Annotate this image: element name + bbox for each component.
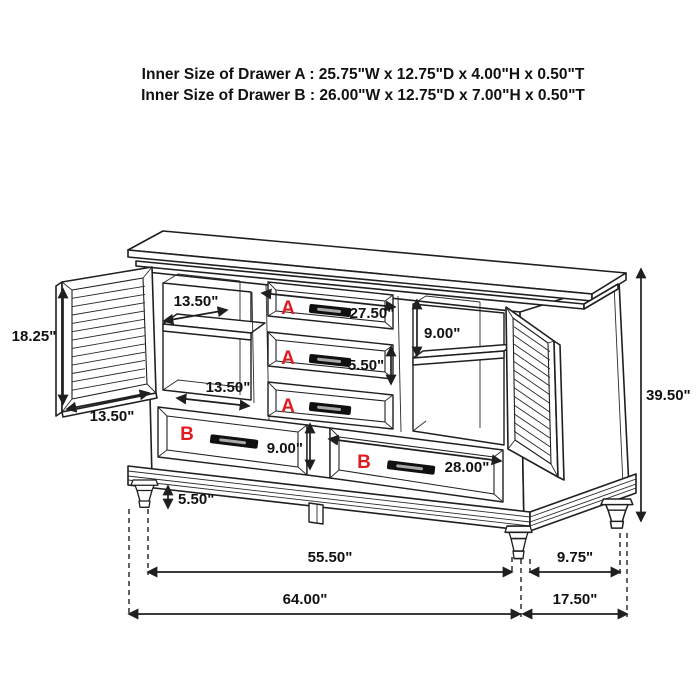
drawer-b-inner-size-text: Inner Size of Drawer B : 26.00"W x 12.75"D x 7.00"H x 0.50"T xyxy=(141,87,585,104)
left-opening-width-label: 13.50" xyxy=(205,379,251,396)
left-door-height-label: 18.25" xyxy=(11,328,57,345)
drawer-b-height-label: 9.00" xyxy=(266,440,303,457)
front-right-foot xyxy=(505,526,532,559)
side-depth-label: 9.75" xyxy=(556,549,594,566)
drawer-a2-letter: A xyxy=(281,348,295,369)
drawer-b2-letter: B xyxy=(357,452,371,473)
center-support-leg xyxy=(309,503,323,524)
drawer-a-inner-size-text: Inner Size of Drawer A : 25.75"W x 12.75"D x 4.00"H x 0.50"T xyxy=(141,66,585,83)
title-block xyxy=(141,66,585,104)
front-left-foot xyxy=(131,480,158,507)
overall-width-label: 64.00" xyxy=(282,591,328,608)
drawer-b-width-label: 28.00" xyxy=(444,459,490,476)
left-door-width-label: 13.50" xyxy=(89,408,135,425)
right-compartment-height-label: 9.00" xyxy=(424,325,461,342)
drawer-b1-letter: B xyxy=(180,424,194,445)
overall-height-label: 39.50" xyxy=(646,387,691,404)
drawer-a1-letter: A xyxy=(281,298,295,319)
back-right-foot xyxy=(601,499,633,528)
overall-depth-label: 17.50" xyxy=(552,591,598,608)
left-shelf-width-label: 13.50" xyxy=(173,293,219,310)
right-compartment xyxy=(413,296,514,445)
drawer-a-height-label: 5.50" xyxy=(347,357,385,374)
front-width-label: 55.50" xyxy=(307,549,353,566)
drawer-a-width-label: 27.50" xyxy=(349,305,395,322)
leg-height-label: 5.50" xyxy=(178,491,215,508)
drawer-a3-letter: A xyxy=(281,396,295,417)
